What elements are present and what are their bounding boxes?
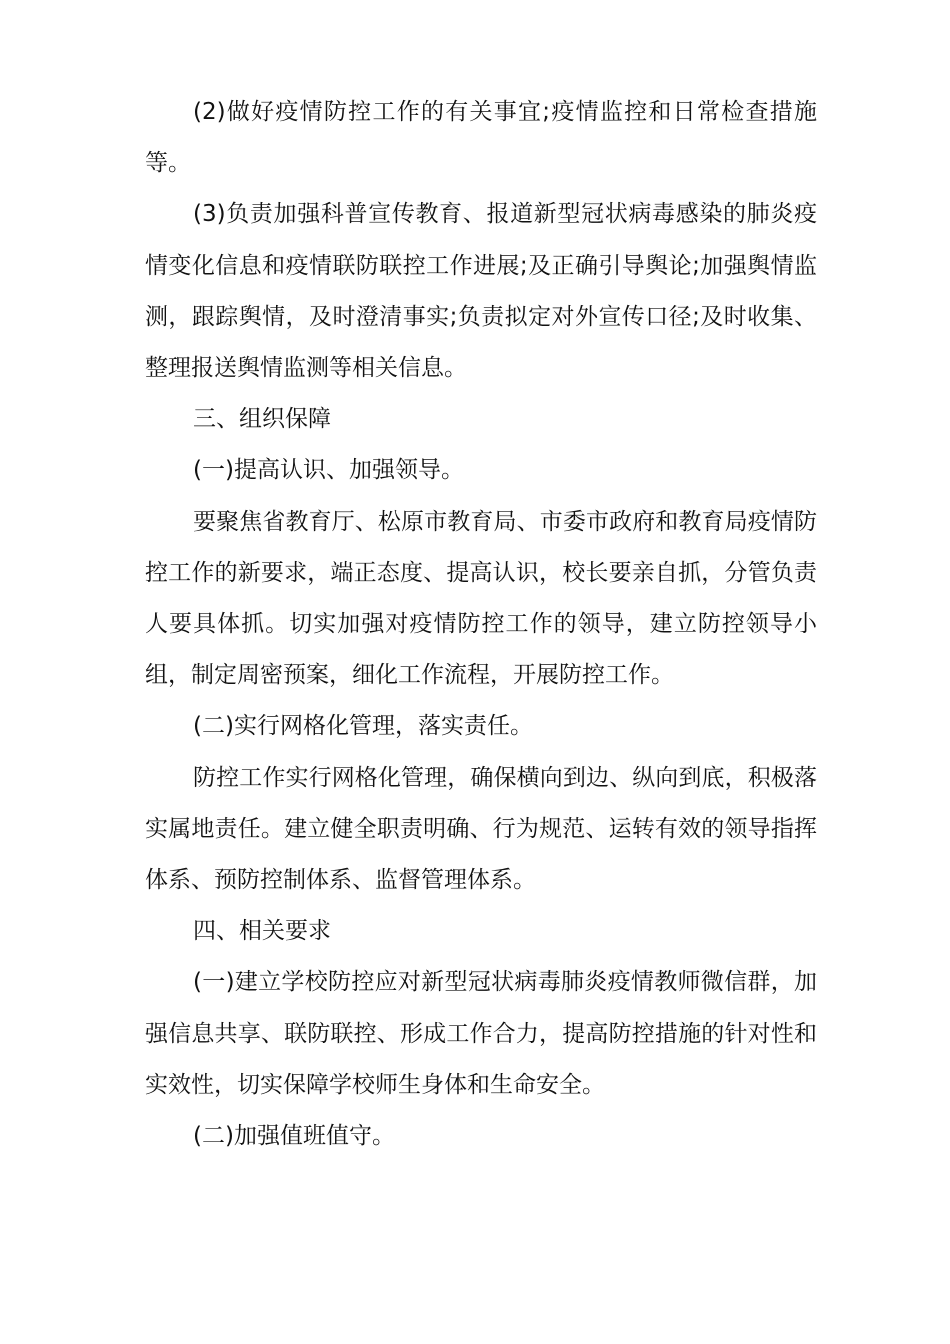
paragraph-grid-management: 防控工作实行网格化管理，确保横向到边、纵向到底，积极落实属地责任。建立健全职责明确、行为规范、运转有效的领导指挥体系、预防控制体系、监督管理体系。 [145,764,817,894]
section-heading-organization: 三、组织保障 [193,406,331,433]
document-body [145,87,817,1162]
paragraph-wechat-group: (一)建立学校防控应对新型冠状病毒肺炎疫情教师微信群，加强信息共享、联防联控、形成工作合力，提高防控措施的针对性和实效性，切实保障学校师生身体和生命安全。 [145,969,817,1098]
section-heading-requirements: 四、相关要求 [193,918,331,945]
paragraph-leadership: 要聚焦省教育厅、松原市教育局、市委市政府和教育局疫情防控工作的新要求，端正态度、提高认识，校长要亲自抓，分管负责人要具体抓。切实加强对疫情防控工作的领导，建立防控领导小组，制定周密预案，细化工作流程，开展防控工作。 [145,508,817,689]
paragraph-duty-3: (3)负责加强科普宣传教育、报道新型冠状病毒感染的肺炎疫情变化信息和疫情联防联控工作进展;及正确引导舆论;加强舆情监测，跟踪舆情，及时澄清事实;负责拟定对外宣传口径;及时收集、整理报送舆情监测等相关信息。 [145,201,817,382]
subheading-duty-shift: (二)加强值班值守。 [193,1123,395,1150]
subheading-leadership: (一)提高认识、加强领导。 [193,457,464,484]
subheading-grid-management: (二)实行网格化管理，落实责任。 [193,713,533,740]
paragraph-duty-2: (2)做好疫情防控工作的有关事宜;疫情监控和日常检查措施等。 [145,99,817,177]
